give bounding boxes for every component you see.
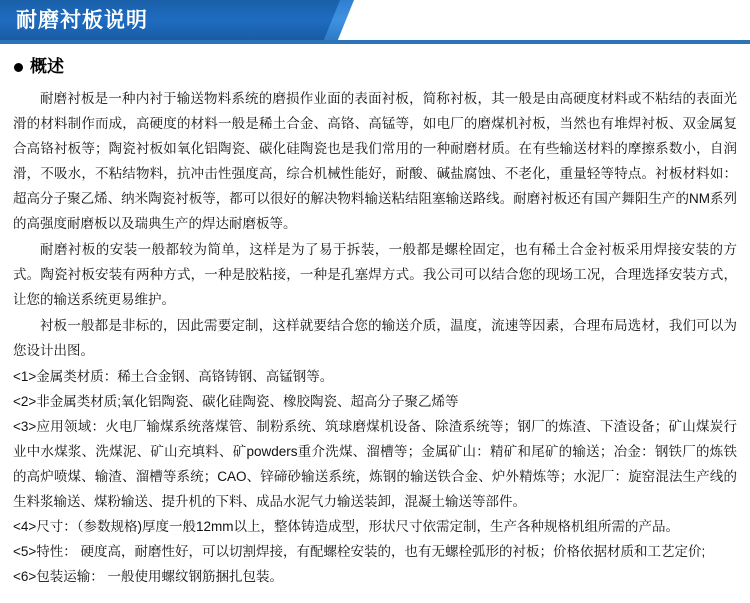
section-title: 概述 (30, 57, 64, 76)
paragraph: 耐磨衬板是一种内衬于输送物料系统的磨损作业面的表面衬板，简称衬板，其一般是由高硬度材料或不粘结的表面光滑的材料制作而成，高硬度的材料一般是稀土合金、高铬、高锰等，如电厂的磨煤机衬板，当然也有堆焊衬板、双金属复合高铬衬板等；陶瓷衬板如氧化铝陶瓷、碳化硅陶瓷也是我们常用的一种耐磨材质。在有些输送材料的摩擦系数小，自润滑，不吸水，不粘结物料，抗冲击性强度高，综合机械性能好，耐酸、碱盐腐蚀、不老化，重量轻等特点。衬板材料如：超高分子聚乙烯、纳米陶瓷衬板等，都可以很好的解决物料输送粘结阻塞输送路线。耐磨衬板还有国产舞阳生产的NM系列的高强度耐磨板以及瑞典生产的焊达耐磨板等。 (13, 91, 737, 231)
page-banner (0, 0, 750, 44)
page-title: 耐磨衬板说明 (16, 9, 148, 32)
paragraph: 耐磨衬板的安装一般都较为简单，这样是为了易于拆装，一般都是螺栓固定，也有稀土合金衬板采用焊接安装的方式。陶瓷衬板安装有两种方式，一种是胶粘接，一种是孔塞焊方式。我公司可以结合您的现场工况，合理选择安装方式，让您的输送系统更易维护。 (13, 242, 737, 307)
list-item: <1>金属类材质：稀土合金钢、高铬铸钢、高锰钢等。 (13, 369, 334, 384)
list-item: <4>尺寸：（参数规格)厚度一般12mm以上，整体铸造成型，形状尺寸依需定制，生产各种规格机组所需的产品。 (13, 519, 680, 534)
list-item: <5>特性： 硬度高，耐磨性好，可以切割焊接，有配螺栓安装的，也有无螺栓弧形的衬板；价格依据材质和工艺定价; (13, 544, 706, 559)
list-item: <3>应用领域：火电厂输煤系统落煤管、制粉系统、筑球磨煤机设备、除渣系统等；钢厂的炼渣、下渣设备；矿山煤炭行业中水煤浆、洗煤泥、矿山充填料、矿powders重介洗煤、溜槽等；金属矿山：精矿和尾矿的输送；冶金：钢铁厂的炼铁的高炉喷煤、输渣、溜槽等系统；CAO、锌碲砂输送系统，炼钢的输送铁合金、炉外精炼等；水泥厂：旋窑混法生产线的生料浆输送、煤粉输送、提升机的下料、成品水泥气力输送装卸，混凝土输送等部件。 (13, 419, 737, 509)
bullet-dot-icon (14, 63, 23, 72)
list-item: <6>包装运输： 一般使用螺纹钢筋捆扎包装。 (13, 569, 284, 584)
paragraph: 衬板一般都是非标的，因此需要定制，这样就要结合您的输送介质，温度，流速等因素，合理布局选材，我们可以为您设计出图。 (13, 318, 737, 358)
banner-underline (0, 40, 750, 44)
document-body (13, 86, 737, 589)
section-heading (14, 57, 750, 77)
list-item: <2>非金属类材质;氧化铝陶瓷、碳化硅陶瓷、橡胶陶瓷、超高分子聚乙烯等 (13, 394, 459, 409)
